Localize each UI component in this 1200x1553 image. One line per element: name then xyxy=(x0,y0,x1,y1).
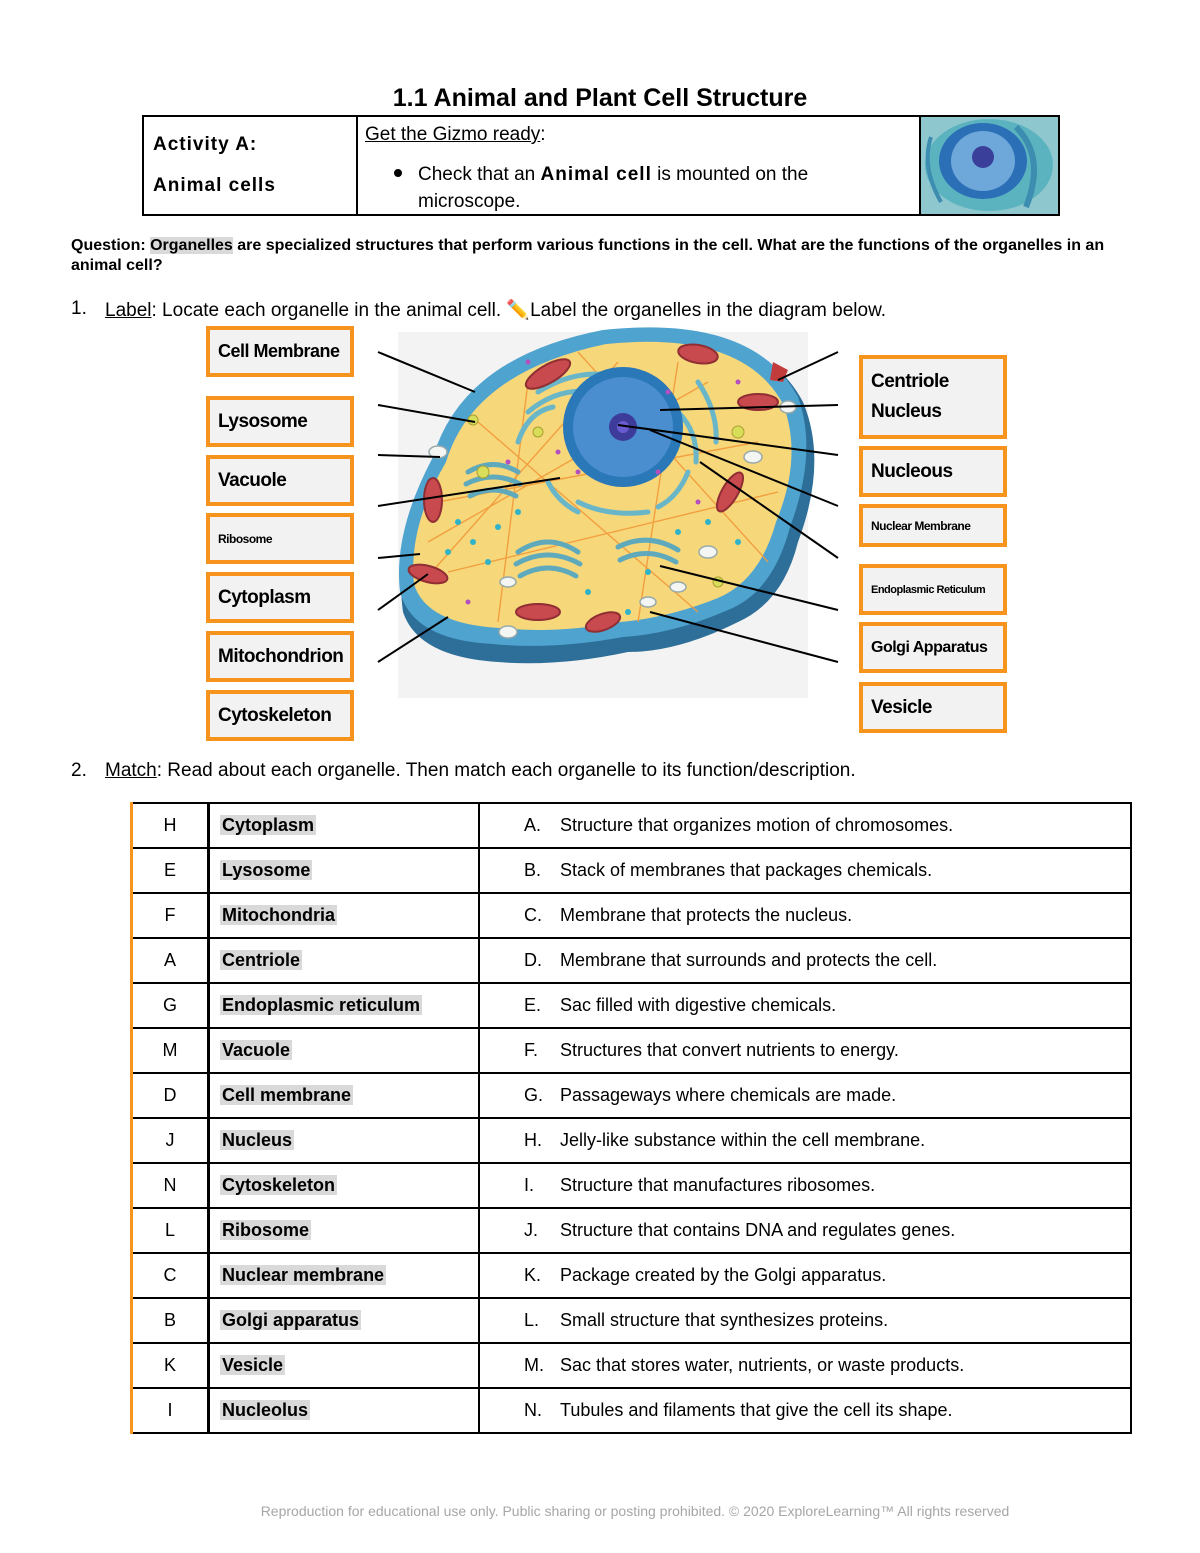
description-letter: N. xyxy=(524,1400,542,1420)
label-vacuole[interactable]: Vacuole xyxy=(206,455,354,506)
table-row xyxy=(132,1028,1132,1073)
answer-cell[interactable] xyxy=(132,1028,209,1073)
description-letter: F. xyxy=(524,1040,539,1060)
question-term: Organelles xyxy=(150,237,233,254)
organelle-cell xyxy=(209,1163,480,1208)
label-centriole[interactable]: Centriole xyxy=(859,355,1007,403)
table-row xyxy=(132,1073,1132,1118)
description-cell xyxy=(479,893,1131,938)
organelle-cell xyxy=(209,983,480,1028)
description-cell xyxy=(479,1163,1131,1208)
answer-cell[interactable] xyxy=(132,848,209,893)
activity-subject: Animal cells xyxy=(153,175,276,196)
organelle-name: Vacuole xyxy=(222,1040,291,1060)
description-letter: K. xyxy=(524,1265,542,1285)
description-letter: C. xyxy=(524,905,542,925)
step1-number: 1. xyxy=(71,298,87,319)
description-text: Package created by the Golgi apparatus. xyxy=(560,1265,887,1285)
label-endoplasmic-reticulum[interactable]: Endoplasmic Reticulum xyxy=(859,564,1007,615)
activity-label: Activity A: xyxy=(153,134,258,155)
description-cell xyxy=(479,1073,1131,1118)
organelle-cell xyxy=(209,1208,480,1253)
organelle-name: Ribosome xyxy=(222,1220,310,1240)
gizmo-ready-heading: Get the Gizmo ready xyxy=(365,124,541,145)
answer-cell[interactable] xyxy=(132,1073,209,1118)
gizmo-ready-colon: : xyxy=(540,124,546,145)
instruction-pre: Check that an xyxy=(418,164,541,185)
table-row xyxy=(132,1298,1132,1343)
table-row xyxy=(132,893,1132,938)
answer-letter: C xyxy=(163,1265,177,1285)
organelle-name: Nuclear membrane xyxy=(222,1265,385,1285)
description-text: Structure that contains DNA and regulates genes. xyxy=(560,1220,956,1240)
label-leader-lines xyxy=(0,0,1200,760)
answer-letter: K xyxy=(163,1355,176,1375)
description-letter: G. xyxy=(524,1085,544,1105)
description-text: Structures that convert nutrients to energy. xyxy=(560,1040,899,1060)
question-body: are specialized structures that perform various functions in the cell. What are the functions of the organelles in an animal cell? xyxy=(71,237,1105,274)
answer-letter: N xyxy=(163,1175,177,1195)
answer-cell[interactable] xyxy=(132,1118,209,1163)
organelle-name: Cytoplasm xyxy=(222,815,315,835)
description-text: Jelly-like substance within the cell membrane. xyxy=(560,1130,926,1150)
description-letter: L. xyxy=(524,1310,540,1330)
organelle-name: Mitochondria xyxy=(222,905,335,925)
organelle-name: Golgi apparatus xyxy=(222,1310,360,1330)
answer-letter: D xyxy=(163,1085,177,1105)
description-text: Passageways where chemicals are made. xyxy=(560,1085,897,1105)
organelle-cell xyxy=(209,1073,480,1118)
answer-letter: M xyxy=(162,1040,178,1060)
description-letter: E. xyxy=(524,995,542,1015)
answer-letter: A xyxy=(163,950,176,970)
table-row xyxy=(132,938,1132,983)
description-letter: M. xyxy=(524,1355,544,1375)
label-ribosome[interactable]: Ribosome xyxy=(206,513,354,564)
description-text: Membrane that surrounds and protects the cell. xyxy=(560,950,938,970)
table-row xyxy=(132,983,1132,1028)
step2-keyword: Match xyxy=(105,760,157,781)
organelle-cell xyxy=(209,1388,480,1433)
description-text: Structure that manufactures ribosomes. xyxy=(560,1175,876,1195)
answer-cell[interactable] xyxy=(132,1163,209,1208)
step1-text2: Label the organelles in the diagram below. xyxy=(530,300,887,321)
description-letter: B. xyxy=(524,860,542,880)
description-cell xyxy=(479,983,1131,1028)
answer-letter: G xyxy=(162,995,177,1015)
organelle-name: Vesicle xyxy=(222,1355,284,1375)
description-text: Structure that organizes motion of chromosomes. xyxy=(560,815,954,835)
instruction-post: is mounted on the xyxy=(651,164,809,185)
description-cell xyxy=(479,803,1131,848)
answer-letter: F xyxy=(164,905,176,925)
description-letter: J. xyxy=(524,1220,539,1240)
label-cell-membrane[interactable]: Cell Membrane xyxy=(206,326,354,377)
table-row xyxy=(132,1163,1132,1208)
answer-cell[interactable] xyxy=(132,1253,209,1298)
description-text: Small structure that synthesizes proteins. xyxy=(560,1310,889,1330)
answer-letter: I xyxy=(167,1400,173,1420)
answer-cell[interactable] xyxy=(132,983,209,1028)
step2-instruction xyxy=(105,760,856,782)
answer-cell[interactable] xyxy=(132,1208,209,1253)
step1-text: : Locate each organelle in the animal cell. xyxy=(151,300,507,321)
description-text: Membrane that protects the nucleus. xyxy=(560,905,853,925)
organelle-cell xyxy=(209,1028,480,1073)
organelle-cell xyxy=(209,938,480,983)
organelle-cell xyxy=(209,1343,480,1388)
label-vesicle[interactable]: Vesicle xyxy=(859,682,1007,733)
description-text: Stack of membranes that packages chemicals. xyxy=(560,860,933,880)
label-cytoskeleton[interactable]: Cytoskeleton xyxy=(206,690,354,741)
description-cell xyxy=(479,1298,1131,1343)
table-row xyxy=(132,803,1132,848)
organelle-cell xyxy=(209,893,480,938)
organelle-cell xyxy=(209,1253,480,1298)
question-prefix: Question: xyxy=(71,237,151,254)
label-golgi-apparatus[interactable]: Golgi Apparatus xyxy=(859,622,1007,673)
organelle-cell xyxy=(209,848,480,893)
description-text: Sac that stores water, nutrients, or waste products. xyxy=(560,1355,965,1375)
description-cell xyxy=(479,1028,1131,1073)
organelle-cell xyxy=(209,803,480,848)
matching-table xyxy=(130,802,1132,1434)
description-text: Tubules and filaments that give the cell its shape. xyxy=(560,1400,953,1420)
description-cell xyxy=(479,1388,1131,1433)
organelle-name: Cell membrane xyxy=(222,1085,352,1105)
answer-letter: H xyxy=(163,815,177,835)
organelle-cell xyxy=(209,1118,480,1163)
label-nuclear-membrane[interactable]: Nuclear Membrane xyxy=(859,504,1007,547)
organelle-name: Centriole xyxy=(222,950,301,970)
label-lysosome[interactable]: Lysosome xyxy=(206,396,354,447)
description-cell xyxy=(479,1208,1131,1253)
answer-letter: E xyxy=(163,860,176,880)
answer-cell[interactable] xyxy=(132,803,209,848)
table-row xyxy=(132,1208,1132,1253)
label-cytoplasm[interactable]: Cytoplasm xyxy=(206,572,354,623)
step1-keyword: Label xyxy=(105,300,152,321)
answer-letter: B xyxy=(163,1310,176,1330)
table-row xyxy=(132,1253,1132,1298)
table-row xyxy=(132,848,1132,893)
description-letter: H. xyxy=(524,1130,542,1150)
step2-text: : Read about each organelle. Then match each organelle to its function/description. xyxy=(156,760,856,781)
description-letter: A. xyxy=(524,815,542,835)
description-cell xyxy=(479,1253,1131,1298)
answer-cell[interactable] xyxy=(132,1388,209,1433)
answer-cell[interactable] xyxy=(132,1343,209,1388)
organelle-name: Endoplasmic reticulum xyxy=(222,995,421,1015)
answer-cell[interactable] xyxy=(132,893,209,938)
label-nucleous[interactable]: Nucleous xyxy=(859,446,1007,497)
label-mitochondrion[interactable]: Mitochondrion xyxy=(206,631,354,682)
description-cell xyxy=(479,1118,1131,1163)
organelle-name: Nucleus xyxy=(222,1130,293,1150)
pencil-icon: ✏️ xyxy=(506,300,531,321)
description-cell xyxy=(479,938,1131,983)
label-nucleus[interactable]: Nucleus xyxy=(859,399,1007,439)
answer-letter: J xyxy=(165,1130,175,1150)
organelle-name: Nucleolus xyxy=(222,1400,309,1420)
organelle-name: Lysosome xyxy=(222,860,311,880)
description-letter: I. xyxy=(524,1175,535,1195)
table-row xyxy=(132,1343,1132,1388)
table-row xyxy=(132,1388,1132,1433)
step2-number: 2. xyxy=(71,760,87,781)
page-title: 1.1 Animal and Plant Cell Structure xyxy=(392,84,808,112)
table-row xyxy=(132,1118,1132,1163)
description-letter: D. xyxy=(524,950,542,970)
description-text: Sac filled with digestive chemicals. xyxy=(560,995,837,1015)
instruction-line2: microscope. xyxy=(418,191,521,212)
instruction-bold: Animal cell xyxy=(540,164,652,185)
organelle-name: Cytoskeleton xyxy=(222,1175,336,1195)
organelle-cell xyxy=(209,1298,480,1343)
answer-cell[interactable] xyxy=(132,938,209,983)
answer-letter: L xyxy=(164,1220,175,1240)
description-cell xyxy=(479,848,1131,893)
footer-copyright: Reproduction for educational use only. Public sharing or posting prohibited. © 2020 ExploreLearning™ All rights reserved xyxy=(260,1503,1010,1519)
answer-cell[interactable] xyxy=(132,1298,209,1343)
description-cell xyxy=(479,1343,1131,1388)
